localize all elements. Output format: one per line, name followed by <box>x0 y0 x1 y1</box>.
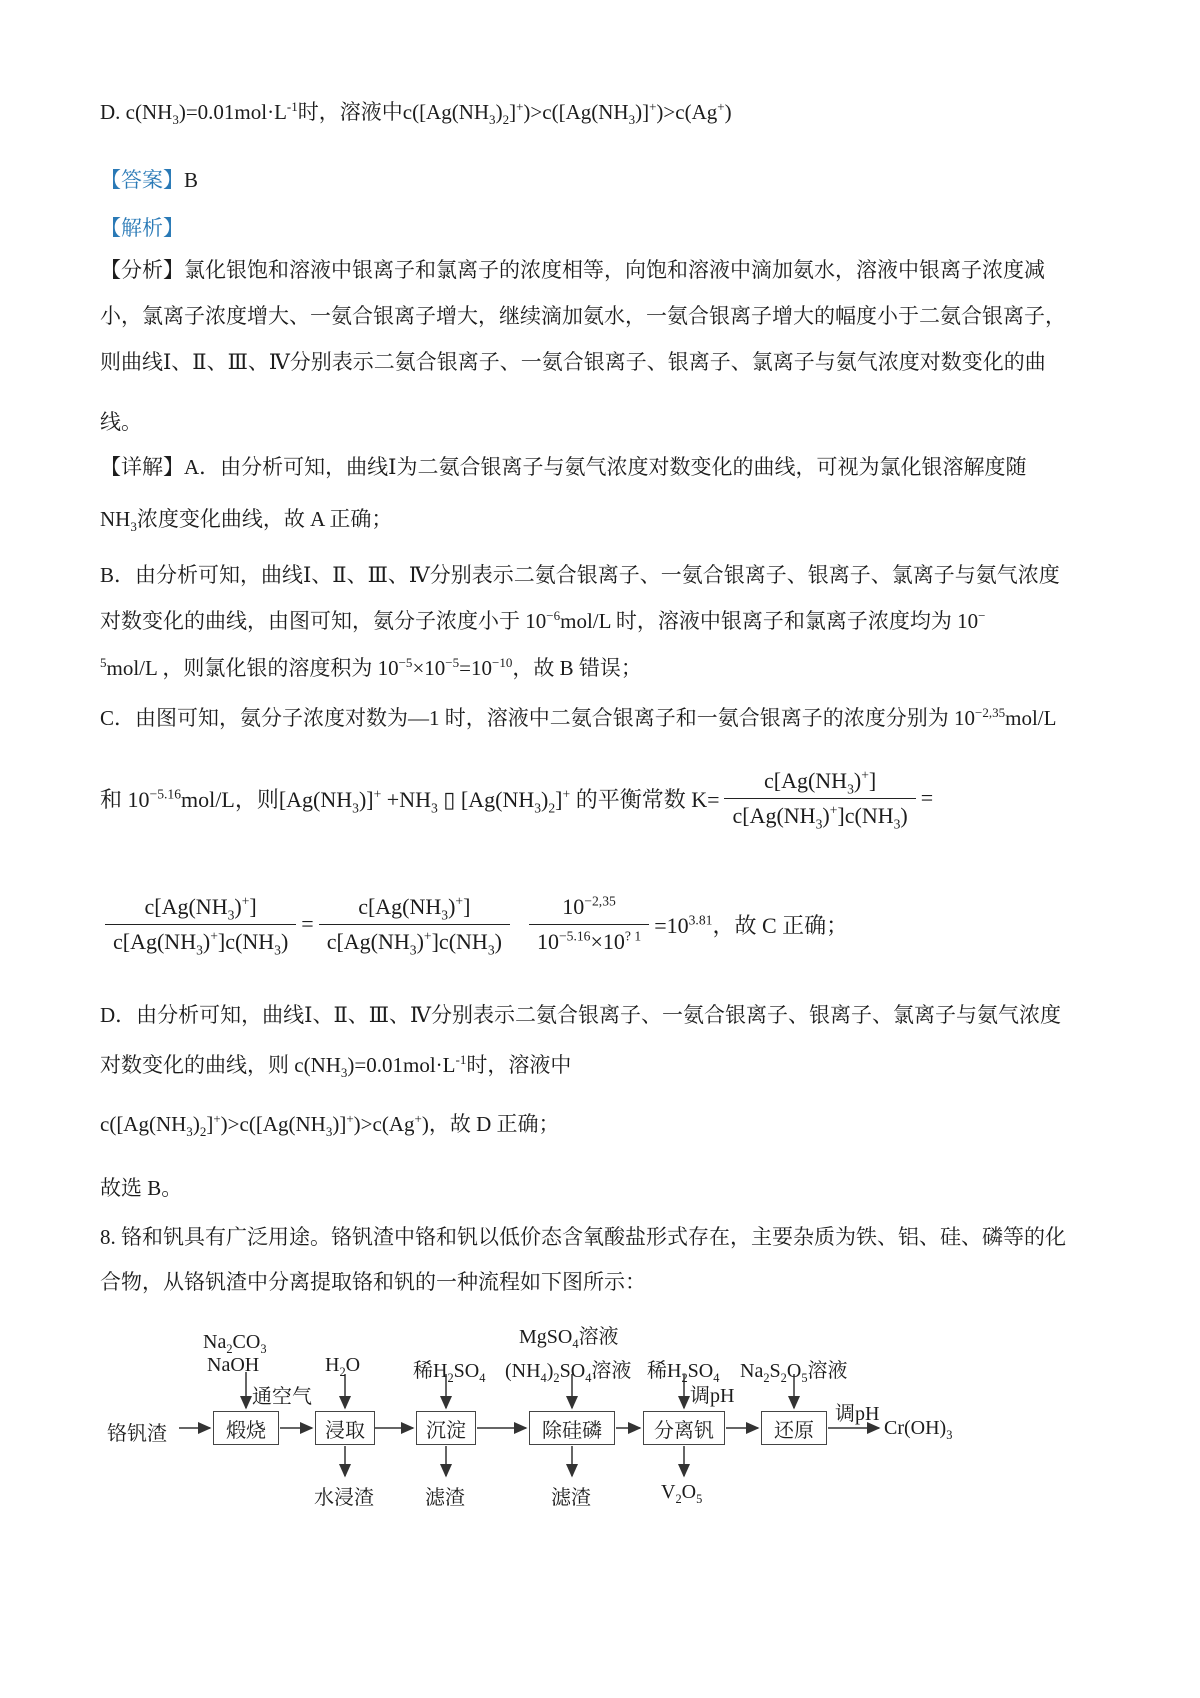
detail-d-line-2: 对数变化的曲线，则 $c(NH_3)=0.01mol\cdot L^{-1}$时，溶液中 <box>100 1052 572 1081</box>
fraction-3-denominator: $10^{-5.16}\times 10^{? 1}$ <box>529 924 649 957</box>
output-filter-residue-1: 滤渣 <box>425 1487 465 1509</box>
fraction-1-denominator: $c[Ag(NH_3)^+]c(NH_3)$ <box>105 924 296 957</box>
k-fraction <box>724 766 915 831</box>
arrow-label-air: 通空气 <box>252 1386 312 1408</box>
process-box-remove-si-p: 除硅磷 <box>529 1411 615 1445</box>
detail-b-line-2: 对数变化的曲线，由图可知，氨分子浓度小于 $10^{-6}mol/L$ 时，溶液中银离子和氯离子浓度均为 10− <box>100 608 986 633</box>
product-croh3: $Cr(OH)_3$ <box>884 1417 953 1442</box>
process-box-separate-v: 分离钒 <box>643 1411 725 1445</box>
detail-a-line-2: $NH_3$浓度变化曲线，故 A 正确； <box>100 507 393 535</box>
equation-line <box>100 872 848 976</box>
conclusion-line: 故选 B。 <box>100 1176 183 1200</box>
equals-sign: = <box>301 911 314 936</box>
k-line-prefix: 和 $10^{-5.16}mol/L$，则$[Ag(NH_3)]^+ +NH_3$ ▯ $[Ag(NH_3)_2]^+$ 的平衡常数 K= <box>100 786 720 815</box>
fenxi-line-4: 线。 <box>100 410 142 434</box>
reagent-na2co3: $Na_2CO_3$ <box>203 1331 267 1356</box>
detail-b-line-3: $^5$mol/L ，则氯化银的溶度积为 $10^{-5}\times 10^{-5}=10^{-10}$，故 B 错误； <box>100 655 642 680</box>
process-box-leaching: 浸取 <box>315 1411 375 1445</box>
option-d-line: D. $c(NH_3)=0.01mol\cdot L^{-1}$时，溶液中$c([Ag(NH_3)_2]^+)>c([Ag(NH_3)]^+)>c(Ag^+)$ <box>100 99 732 128</box>
answer-line <box>100 164 198 194</box>
process-box-calcination: 煅烧 <box>213 1411 279 1445</box>
fenxi-line-2: 小，氯离子浓度增大、一氨合银离子增大，继续滴加氨水，一氨合银离子增大的幅度小于二氨合银离子， <box>100 304 1066 328</box>
question8-line-2: 合物，从铬钒渣中分离提取铬和钒的一种流程如下图所示： <box>100 1270 646 1294</box>
output-water-leach-residue: 水浸渣 <box>314 1487 374 1509</box>
analysis-label: 【解析】 <box>100 216 184 240</box>
k-fraction-denominator: $c[Ag(NH_3)^+]c(NH_3)$ <box>724 798 915 831</box>
k-line-suffix: = <box>920 785 934 810</box>
equilibrium-constant-line <box>100 750 933 846</box>
reagent-na2s2o5-solution: $Na_2S_2O_5$溶液 <box>740 1360 848 1385</box>
fraction-2-numerator: $c[Ag(NH_3)^+]$ <box>358 893 471 922</box>
fenxi-line-1: 【分析】氯化银饱和溶液中银离子和氯离子的浓度相等，向饱和溶液中滴加氨水，溶液中银离子浓度减 <box>100 258 1045 282</box>
equation-result: $=10^{3.81}$，故 C 正确； <box>654 912 849 938</box>
reagent-dilute-h2so4-2: 稀$H_2SO_4$ <box>647 1360 720 1385</box>
output-filter-residue-2: 滤渣 <box>551 1487 591 1509</box>
fraction-1 <box>105 892 296 957</box>
answer-value: B <box>184 168 199 192</box>
fraction-3-numerator: $10^{-2,35}$ <box>562 893 616 919</box>
reagent-dilute-h2so4-1: 稀$H_2SO_4$ <box>413 1360 486 1385</box>
fenxi-line-3: 则曲线Ⅰ、Ⅱ、Ⅲ、Ⅳ分别表示二氨合银离子、一氨合银离子、银离子、氯离子与氨气浓度对数变化的曲 <box>100 350 1046 374</box>
detail-d-line-3: $c([Ag(NH_3)_2]^+)>c([Ag(NH_3)]^+)>c(Ag^+)$，故 D 正确； <box>100 1111 560 1140</box>
reagent-nh42so4-solution: $(NH_4)_2SO_4$溶液 <box>505 1360 632 1385</box>
reagent-h2o: $H_2O$ <box>325 1354 361 1379</box>
output-v2o5: $V_2O_5$ <box>661 1481 703 1506</box>
process-box-precipitation: 沉淀 <box>416 1411 476 1445</box>
question8-line-1: 8. 铬和钒具有广泛用途。铬钒渣中铬和钒以低价态含氧酸盐形式存在，主要杂质为铁、铝、硅、磷等的化 <box>100 1225 1066 1249</box>
detail-d-line-1: D．由分析可知，曲线Ⅰ、Ⅱ、Ⅲ、Ⅳ分别表示二氨合银离子、一氨合银离子、银离子、氯离子与氨气浓度 <box>100 1003 1061 1027</box>
fraction-2 <box>319 892 510 957</box>
answer-label: 【答案】 <box>100 168 184 192</box>
process-box-reduction: 还原 <box>761 1411 827 1445</box>
detail-b-line-1: B．由分析可知，曲线Ⅰ、Ⅱ、Ⅲ、Ⅳ分别表示二氨合银离子、一氨合银离子、银离子、氯离子与氨气浓度 <box>100 563 1060 587</box>
detail-a-line-1: 【详解】A．由分析可知，曲线Ⅰ为二氨合银离子与氨气浓度对数变化的曲线，可视为氯化银溶解度随 <box>100 455 1027 479</box>
k-fraction-numerator: $c[Ag(NH_3)^+]$ <box>763 767 877 796</box>
reagent-naoh: NaOH <box>207 1354 260 1376</box>
detail-c-line-1: C．由图可知，氨分子浓度对数为—1 时，溶液中二氨合银离子和一氨合银离子的浓度分别为 $10^{-2,35}mol/L$ <box>100 705 1057 730</box>
feed-label: 铬钒渣 <box>107 1423 167 1445</box>
arrow-label-adjust-ph-2: 调pH <box>835 1403 880 1425</box>
fraction-2-denominator: $c[Ag(NH_3)^+]c(NH_3)$ <box>319 924 510 957</box>
arrow-label-adjust-ph-1: 调pH <box>690 1385 735 1407</box>
fraction-1-numerator: $c[Ag(NH_3)^+]$ <box>144 893 257 922</box>
reagent-mgso4-solution: MgSO$_4$溶液 <box>519 1326 619 1351</box>
fraction-3 <box>529 892 649 957</box>
analysis-header <box>100 212 184 242</box>
process-flow-diagram <box>95 1300 1015 1515</box>
